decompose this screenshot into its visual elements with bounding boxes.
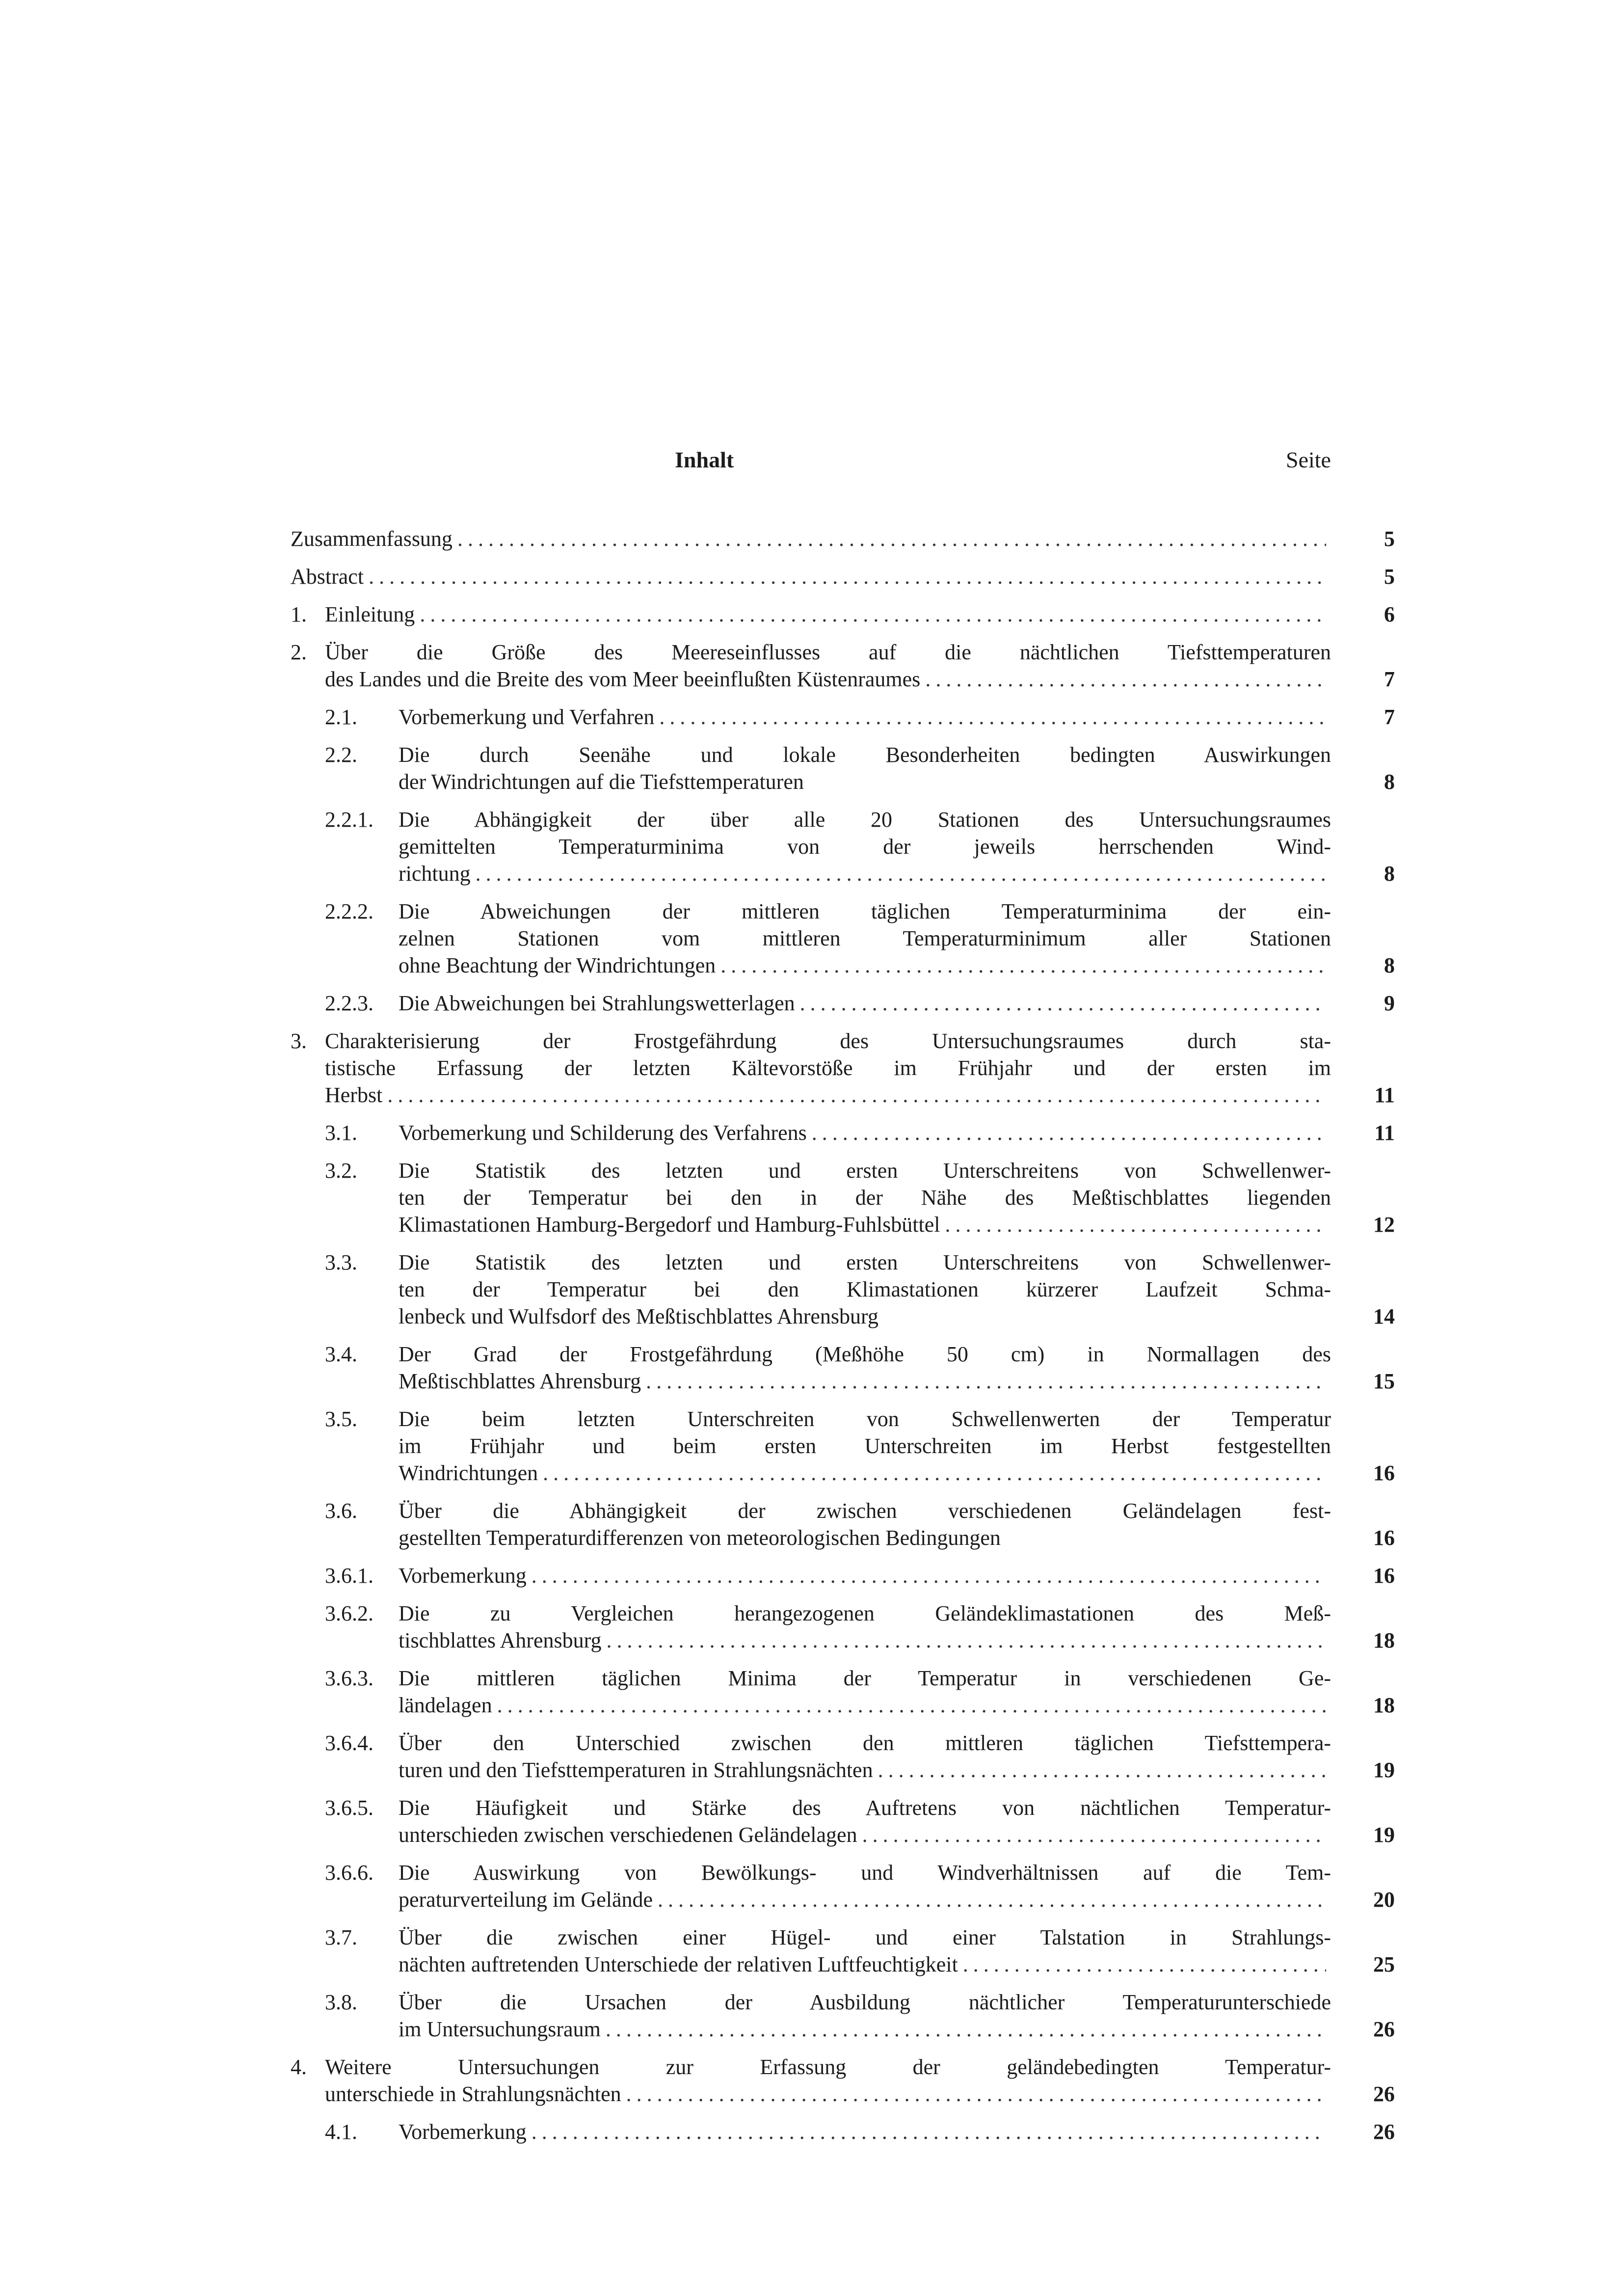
- toc-entry-line: Der Grad der Frostgefährdung (Meßhöhe 50 cm) in Normallagen des: [399, 1342, 1331, 1366]
- toc-entry-number: 3.5.: [325, 1407, 357, 1431]
- toc-entry-line: richtung ..... 8: [399, 860, 1331, 887]
- toc-entry-line: Über die Ursachen der Ausbildung nächtlicher Temperaturunterschiede: [399, 1990, 1331, 2014]
- toc-entry-line: Vorbemerkung ..... 16: [399, 1562, 1331, 1589]
- toc-entry-number: 3.6.2.: [325, 1601, 373, 1625]
- toc-page-number: 19: [1373, 1758, 1395, 1782]
- toc-entry-number: 4.: [291, 2055, 307, 2079]
- toc-page-number: 16: [1373, 1526, 1395, 1550]
- toc-entry-line: Die Häufigkeit und Stärke des Auftretens von nächtlichen Temperatur-: [399, 1796, 1331, 1820]
- toc-entry-line: Die Abhängigkeit der über alle 20 Stationen des Untersuchungsraumes: [399, 808, 1331, 832]
- toc-entry: [291, 1729, 1395, 1783]
- toc-entry-number: 2.2.: [325, 743, 357, 767]
- toc-entry-line: Die durch Seenähe und lokale Besonderheiten bedingten Auswirkungen: [399, 743, 1331, 767]
- dot-leader: [420, 601, 1326, 628]
- toc-entry-line: ten der Temperatur bei den in der Nähe des Meßtischblattes liegenden: [399, 1186, 1331, 1210]
- toc-entry: [291, 741, 1395, 795]
- toc-entry-line: ländelagen ..... 18: [399, 1692, 1331, 1719]
- dot-leader: [497, 1692, 1326, 1719]
- toc-entry-title: [325, 2118, 1395, 2145]
- toc-entry-title: [325, 1119, 1395, 1146]
- toc-entry-line: Die Statistik des letzten und ersten Unterschreitens von Schwellenwer-: [399, 1250, 1331, 1274]
- toc-entry-title: [325, 1989, 1395, 2043]
- toc-entry-line: Charakterisierung der Frostgefährdung des Untersuchungsraumes durch sta-: [325, 1029, 1331, 1053]
- toc-entry-line: Klimastationen Hamburg-Bergedorf und Hamburg-Fuhlsbüttel ..... 12: [399, 1211, 1331, 1238]
- toc-entry: [291, 2053, 1395, 2107]
- toc-entry-title: [325, 1249, 1395, 1330]
- toc-page-number: 18: [1373, 1693, 1395, 1717]
- toc-entry-number: 3.2.: [325, 1159, 357, 1183]
- toc-entry: [291, 1497, 1395, 1551]
- toc-entry-line: Weitere Untersuchungen zur Erfassung der geländebedingten Temperatur-: [325, 2055, 1331, 2079]
- toc-entry-number: 3.: [291, 1029, 307, 1053]
- toc-entry-number: 3.1.: [325, 1121, 357, 1145]
- toc-page-number: 26: [1373, 2017, 1395, 2041]
- dot-leader: [862, 1821, 1326, 1848]
- toc-page-number: 5: [1384, 527, 1395, 551]
- toc-entry-line: Einleitung ..... 6: [325, 601, 1331, 628]
- toc-entry: [291, 639, 1395, 693]
- dot-leader: [532, 2118, 1326, 2145]
- dot-leader: [812, 1119, 1326, 1146]
- toc-entry-number: 2.2.3.: [325, 991, 373, 1015]
- toc-entry: [291, 563, 1395, 590]
- toc-entry-number: 3.7.: [325, 1925, 357, 1949]
- toc-entry-line: Über die zwischen einer Hügel- und einer Talstation in Strahlungs-: [399, 1925, 1331, 1949]
- toc-entry: [291, 990, 1395, 1017]
- dot-leader: [387, 1081, 1326, 1108]
- toc-page-number: 25: [1373, 1952, 1395, 1976]
- dot-leader: [476, 860, 1326, 887]
- toc-page-number: 11: [1374, 1083, 1395, 1107]
- toc-entry-title: [325, 1405, 1395, 1486]
- toc-entry-line: Die zu Vergleichen herangezogenen Geländeklimastationen des Meß-: [399, 1601, 1331, 1625]
- toc-page-number: 19: [1373, 1823, 1395, 1847]
- toc-entry-number: 3.6.: [325, 1499, 357, 1523]
- toc-entry-title: [325, 1924, 1395, 1978]
- toc-entry: [291, 1665, 1395, 1719]
- toc-page-number: 26: [1373, 2082, 1395, 2106]
- toc-entry-title: [291, 563, 1395, 590]
- toc-entry: [291, 1989, 1395, 2043]
- toc-entry-line: Über die Abhängigkeit der zwischen verschiedenen Geländelagen fest-: [399, 1499, 1331, 1523]
- toc-page-number: 8: [1384, 862, 1395, 886]
- toc-entry-number: 3.6.4.: [325, 1731, 373, 1755]
- toc-entry-line: tischblattes Ahrensburg ..... 18: [399, 1627, 1331, 1654]
- toc-entry-line: des Landes und die Breite des vom Meer beeinflußten Küstenraumes ..... 7: [325, 666, 1331, 693]
- toc-entry-title: [325, 898, 1395, 979]
- toc-entry-title: [325, 1157, 1395, 1238]
- toc-entry: [291, 1600, 1395, 1654]
- toc-entry-line: Über den Unterschied zwischen den mittleren täglichen Tiefsttempera-: [399, 1731, 1331, 1755]
- toc-entry-title: [325, 806, 1395, 887]
- toc-entry-title: [291, 1027, 1395, 1108]
- toc-entry-number: 3.4.: [325, 1342, 357, 1366]
- toc-page-number: 7: [1384, 705, 1395, 729]
- page-column-label: Seite: [1286, 447, 1331, 472]
- toc-entry-line: Vorbemerkung und Schilderung des Verfahrens ..... 11: [399, 1119, 1331, 1146]
- dot-leader: [369, 563, 1326, 590]
- toc-entry-line: turen und den Tiefsttemperaturen in Strahlungsnächten ..... 19: [399, 1756, 1331, 1783]
- dot-leader: [720, 952, 1326, 979]
- toc-page-number: 11: [1374, 1121, 1395, 1145]
- dot-leader: [543, 1459, 1326, 1486]
- toc-entry-title: [325, 1600, 1395, 1654]
- toc-entry-line: Vorbemerkung ..... 26: [399, 2118, 1331, 2145]
- dot-leader: [457, 525, 1326, 552]
- toc-page-number: 8: [1384, 770, 1395, 794]
- dot-leader: [658, 1886, 1326, 1913]
- toc-entry-title: [325, 1341, 1395, 1395]
- toc-entry-title: [325, 990, 1395, 1017]
- dot-leader: [925, 666, 1326, 693]
- toc-entry-line: Die Abweichungen bei Strahlungswetterlagen ..... 9: [399, 990, 1331, 1017]
- toc-entry-line: Windrichtungen ..... 16: [399, 1459, 1331, 1486]
- toc-page-number: 16: [1373, 1461, 1395, 1485]
- toc-entry: [291, 525, 1395, 552]
- toc-page-number: 7: [1384, 667, 1395, 691]
- toc-entry-number: 3.8.: [325, 1990, 357, 2014]
- toc-entry: [291, 1924, 1395, 1978]
- toc-entry-line: Meßtischblattes Ahrensburg ..... 15: [399, 1368, 1331, 1395]
- toc-entry-line: nächten auftretenden Unterschiede der relativen Luftfeuchtigkeit ..... 25: [399, 1951, 1331, 1978]
- toc-page-number: 20: [1373, 1888, 1395, 1912]
- toc-entry: [291, 1341, 1395, 1395]
- toc-page-number: 14: [1373, 1304, 1395, 1328]
- toc-entry-line: Herbst ..... 11: [325, 1081, 1331, 1108]
- toc-entry: [291, 1157, 1395, 1238]
- toc-entry-title: [291, 2053, 1395, 2107]
- toc-page-number: 6: [1384, 602, 1395, 626]
- dot-leader: [626, 2080, 1326, 2107]
- toc-page-number: 9: [1384, 991, 1395, 1015]
- dot-leader: [606, 2016, 1326, 2043]
- dot-leader: [945, 1211, 1326, 1238]
- toc-entry-number: 2.1.: [325, 705, 357, 729]
- toc-entry-number: 2.2.2.: [325, 899, 373, 923]
- toc-entry-line: ten der Temperatur bei den Klimastationen kürzerer Laufzeit Schma-: [399, 1277, 1331, 1301]
- toc-entry-line: ohne Beachtung der Windrichtungen ..... 8: [399, 952, 1331, 979]
- toc-entry-title: [325, 741, 1395, 795]
- toc-entry: [291, 1405, 1395, 1486]
- toc-entry-line: tistische Erfassung der letzten Kältevorstöße im Frühjahr und der ersten im: [325, 1056, 1331, 1080]
- toc-heading: Inhalt: [675, 447, 734, 472]
- toc-entry-title: [325, 1562, 1395, 1589]
- dot-leader: [963, 1951, 1326, 1978]
- toc-entry-number: 3.6.5.: [325, 1796, 373, 1820]
- toc-page-number: 18: [1373, 1628, 1395, 1652]
- toc-entry-title: [325, 1859, 1395, 1913]
- dot-leader: [659, 703, 1326, 730]
- toc-entry-title: [291, 525, 1395, 552]
- toc-entry-number: 4.1.: [325, 2120, 357, 2144]
- toc-entry-line: Die beim letzten Unterschreiten von Schwellenwerten der Temperatur: [399, 1407, 1331, 1431]
- toc-entry-number: 3.6.1.: [325, 1564, 373, 1588]
- toc-page-number: 16: [1373, 1564, 1395, 1588]
- toc-entry-title: [291, 601, 1395, 628]
- toc-page-number: 26: [1373, 2120, 1395, 2144]
- toc-entry-line: Vorbemerkung und Verfahren ..... 7: [399, 703, 1331, 730]
- toc-entry: [291, 1119, 1395, 1146]
- toc-page-number: 15: [1373, 1369, 1395, 1393]
- toc-entry-line: im Frühjahr und beim ersten Unterschreiten im Herbst festgestellten: [399, 1434, 1331, 1458]
- toc-entry-line: gestellten Temperaturdifferenzen von meteorologischen Bedingungen 16: [399, 1524, 1331, 1551]
- toc-entry: [291, 806, 1395, 887]
- toc-entry-number: 2.2.1.: [325, 808, 373, 832]
- dot-leader: [878, 1756, 1326, 1783]
- toc-entry: [291, 601, 1395, 628]
- toc-entry-line: Die Auswirkung von Bewölkungs- und Windverhältnissen auf die Tem-: [399, 1861, 1331, 1885]
- toc-entry-number: 3.6.3.: [325, 1666, 373, 1690]
- toc-entry: [291, 1859, 1395, 1913]
- toc-entry: [291, 898, 1395, 979]
- toc-entry-line: Die Abweichungen der mittleren täglichen Temperaturminima der ein-: [399, 899, 1331, 923]
- dot-leader: [606, 1627, 1326, 1654]
- toc-entry-line: unterschieden zwischen verschiedenen Geländelagen ..... 19: [399, 1821, 1331, 1848]
- toc-entry: [291, 703, 1395, 730]
- toc-entry: [291, 2118, 1395, 2145]
- dot-leader: [646, 1368, 1326, 1395]
- toc-entry-number: 3.6.6.: [325, 1861, 373, 1885]
- toc-entry-title: [325, 1729, 1395, 1783]
- toc-entry-line: Über die Größe des Meereseinflusses auf die nächtlichen Tiefsttemperaturen: [325, 640, 1331, 664]
- toc-entry: [291, 1562, 1395, 1589]
- toc-entry-line: Zusammenfassung ..... 5: [291, 525, 1331, 552]
- toc-entry-number: 2.: [291, 640, 307, 664]
- toc-entry-line: im Untersuchungsraum ..... 26: [399, 2016, 1331, 2043]
- dot-leader: [800, 990, 1326, 1017]
- toc-entry-number: 1.: [291, 602, 307, 626]
- toc-entry-number: 3.3.: [325, 1250, 357, 1274]
- toc-entry: [291, 1249, 1395, 1330]
- toc-entry-line: der Windrichtungen auf die Tiefsttemperaturen 8: [399, 768, 1331, 795]
- dot-leader: [532, 1562, 1326, 1589]
- toc-page-number: 12: [1373, 1213, 1395, 1237]
- toc-entry-line: peraturverteilung im Gelände ..... 20: [399, 1886, 1331, 1913]
- toc-entry: [291, 1794, 1395, 1848]
- toc-entry-title: [325, 1794, 1395, 1848]
- toc-entry-line: unterschiede in Strahlungsnächten ..... 26: [325, 2080, 1331, 2107]
- toc-entry-title: [291, 639, 1395, 693]
- toc-entry-title: [325, 1665, 1395, 1719]
- toc-entry-title: [325, 703, 1395, 730]
- toc-page-number: 5: [1384, 565, 1395, 589]
- toc-entry-line: zelnen Stationen vom mittleren Temperaturminimum aller Stationen: [399, 926, 1331, 950]
- table-of-contents: [291, 525, 1395, 2145]
- toc-entry-line: lenbeck und Wulfsdorf des Meßtischblattes Ahrensburg 14: [399, 1303, 1331, 1330]
- toc-page-number: 8: [1384, 953, 1395, 977]
- toc-entry: [291, 1027, 1395, 1108]
- toc-entry-line: gemittelten Temperaturminima von der jeweils herrschenden Wind-: [399, 835, 1331, 859]
- toc-entry-title: [325, 1497, 1395, 1551]
- toc-entry-line: Die mittleren täglichen Minima der Temperatur in verschiedenen Ge-: [399, 1666, 1331, 1690]
- toc-entry-line: Abstract ..... 5: [291, 563, 1331, 590]
- toc-entry-line: Die Statistik des letzten und ersten Unterschreitens von Schwellenwer-: [399, 1159, 1331, 1183]
